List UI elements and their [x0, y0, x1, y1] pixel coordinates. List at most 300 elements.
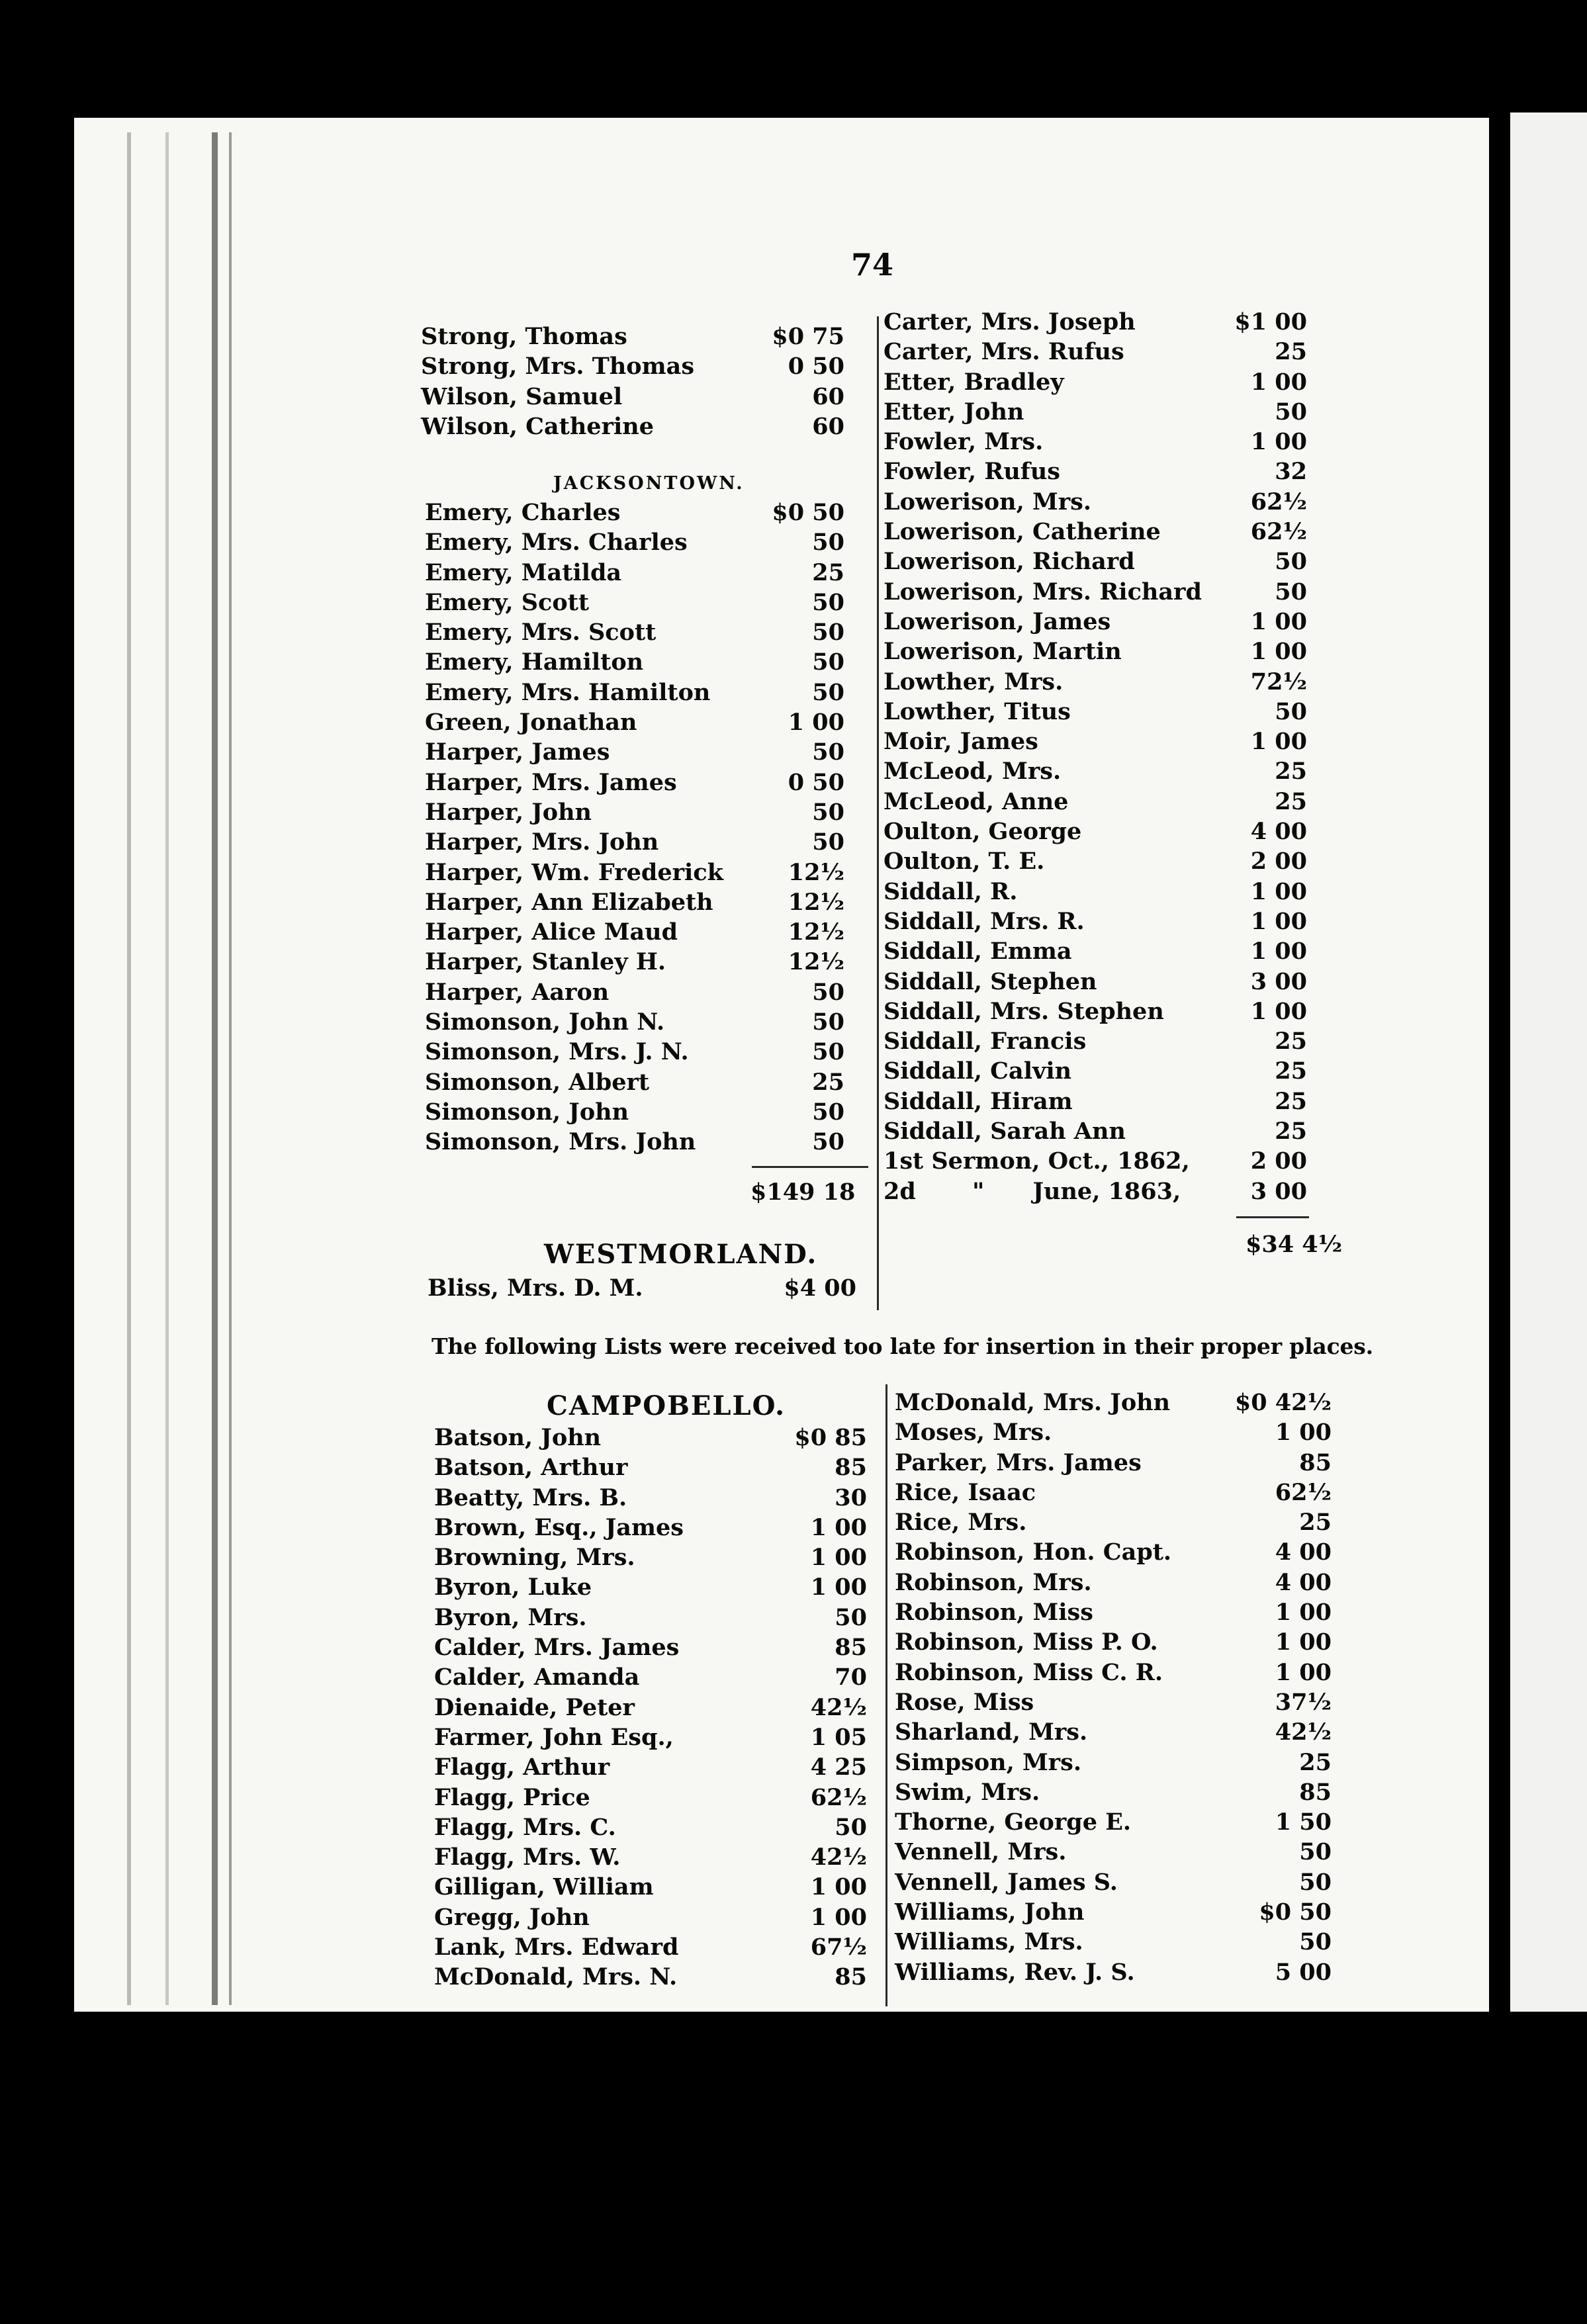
entry-amount: 2 00: [1250, 848, 1307, 875]
entry-amount: 62½: [1250, 518, 1307, 546]
entry-amount: $0 75: [772, 323, 844, 350]
adjacent-page-edge: [1510, 112, 1587, 2012]
entry-name: Siddall, R.: [884, 877, 1018, 905]
entry-amount: 25: [1275, 338, 1307, 366]
entry-name: McLeod, Anne: [884, 787, 1069, 815]
entry-amount: 50: [835, 1813, 867, 1841]
page-edge-shadow: [229, 132, 232, 2005]
list-item: [895, 1837, 1332, 1867]
entry-name: Strong, Mrs. Thomas: [421, 353, 695, 380]
entry-amount: 50: [812, 828, 844, 856]
entry-name: Lowerison, Mrs.: [884, 488, 1092, 515]
list-item: [884, 697, 1307, 727]
list-item: [895, 1717, 1332, 1747]
entry-name: Robinson, Miss: [895, 1599, 1093, 1627]
entry-name: Byron, Luke: [434, 1574, 592, 1601]
list-item: [884, 907, 1307, 936]
entry-amount: 4 00: [1250, 818, 1307, 846]
list-item: [895, 1748, 1332, 1777]
entry-name: Rose, Miss: [895, 1688, 1034, 1716]
entry-name: Gilligan, William: [434, 1873, 654, 1901]
entry-amount: 30: [835, 1484, 867, 1511]
entry-amount: 85: [1299, 1449, 1332, 1476]
entry-amount: 1 00: [1250, 938, 1307, 965]
entry-amount: 50: [1275, 578, 1307, 605]
entry-amount: 25: [1275, 1118, 1307, 1145]
list-item: [434, 1542, 867, 1572]
list-item: [434, 1603, 867, 1632]
list-item: [428, 1273, 856, 1303]
list-item: [425, 977, 844, 1007]
entry-amount: 50: [812, 738, 844, 766]
page-number: 74: [851, 247, 894, 283]
list-item: [895, 1627, 1332, 1657]
entry-name: Harper, Aaron: [425, 978, 610, 1006]
entry-name: Lowerison, Catherine: [884, 518, 1161, 546]
list-item: [425, 558, 844, 588]
entry-name: Emery, Scott: [425, 588, 590, 616]
entry-amount: 4 00: [1275, 1539, 1332, 1566]
list-item: [884, 547, 1307, 576]
entry-name: Lowerison, James: [884, 607, 1111, 635]
list-item: [884, 936, 1307, 966]
list-item: [895, 1388, 1332, 1417]
section-heading-westmorland: WESTMORLAND.: [544, 1239, 818, 1270]
entry-name: Harper, Mrs. James: [425, 768, 677, 796]
jacksontown-total: $149 18: [750, 1179, 856, 1206]
entry-amount: 1 00: [1250, 607, 1307, 635]
list-item: [434, 1783, 867, 1812]
entry-name: Vennell, Mrs.: [895, 1838, 1067, 1866]
entry-name: Wilson, Catherine: [421, 412, 655, 440]
entry-amount: 50: [1299, 1868, 1332, 1896]
entry-name: Green, Jonathan: [425, 709, 637, 737]
entry-name: 2d " June, 1863,: [884, 1177, 1181, 1205]
entry-amount: 25: [1299, 1509, 1332, 1537]
entry-amount: 25: [1299, 1748, 1332, 1776]
entry-name: Williams, Mrs.: [895, 1928, 1083, 1956]
right-top-total: $34 4½: [1246, 1231, 1343, 1258]
list-item: [425, 678, 844, 707]
entry-amount: 1 00: [1250, 428, 1307, 456]
list-item: [895, 1568, 1332, 1597]
entry-amount: 85: [835, 1963, 867, 1991]
entry-amount: 1 00: [1275, 1599, 1332, 1627]
entry-amount: 1 00: [1250, 368, 1307, 396]
entry-amount: 1 50: [1275, 1809, 1332, 1836]
entry-name: Siddall, Francis: [884, 1028, 1087, 1055]
entry-amount: 25: [812, 559, 844, 586]
page-edge-shadow: [165, 132, 169, 2005]
entry-name: Siddall, Mrs. Stephen: [884, 997, 1164, 1025]
list-item: [421, 351, 844, 381]
list-item: [434, 1423, 867, 1452]
entry-name: Byron, Mrs.: [434, 1603, 587, 1631]
list-item: [884, 877, 1307, 907]
list-item: [884, 487, 1307, 517]
entry-amount: 1 00: [810, 1903, 867, 1931]
entry-amount: 1 00: [1250, 907, 1307, 935]
entry-amount: 12½: [788, 888, 844, 916]
entry-name: Harper, John: [425, 798, 592, 826]
list-item: [884, 1087, 1307, 1116]
entry-amount: $0 85: [794, 1424, 867, 1451]
list-item: [425, 1127, 844, 1157]
entry-amount: 1 00: [1275, 1629, 1332, 1656]
list-item: [884, 756, 1307, 786]
list-item: [884, 1056, 1307, 1086]
right-top-list: [884, 307, 1307, 1206]
late-lists-notice: The following Lists were received too late for insertion in their proper places.: [431, 1333, 1373, 1359]
entry-name: Harper, Wm. Frederick: [425, 858, 723, 886]
list-item: [434, 1842, 867, 1872]
list-item: [884, 367, 1307, 397]
entry-amount: 67½: [810, 1934, 867, 1961]
entry-amount: 1 00: [1250, 638, 1307, 666]
campobello-left-list: [434, 1423, 867, 1992]
entry-amount: 50: [1275, 398, 1307, 425]
entry-amount: 2 00: [1250, 1147, 1307, 1175]
entry-name: Calder, Mrs. James: [434, 1634, 680, 1662]
list-item: [425, 887, 844, 917]
entry-name: Emery, Matilda: [425, 559, 622, 586]
entry-name: Vennell, James S.: [895, 1868, 1118, 1896]
entry-name: Harper, James: [425, 738, 610, 766]
entry-amount: 1 00: [1250, 728, 1307, 756]
list-item: [895, 1927, 1332, 1957]
entry-amount: 42½: [810, 1844, 867, 1871]
entry-name: Lowther, Mrs.: [884, 668, 1064, 695]
list-item: [884, 307, 1307, 337]
list-item: [425, 1067, 844, 1097]
column-divider: [877, 316, 879, 1310]
entry-amount: 50: [812, 978, 844, 1006]
list-item: [895, 1417, 1332, 1447]
entry-amount: 1 00: [1275, 1419, 1332, 1447]
list-item: [425, 588, 844, 617]
entry-amount: 62½: [1275, 1478, 1332, 1506]
left-top-list: [421, 322, 844, 441]
entry-name: 1st Sermon, Oct., 1862,: [884, 1147, 1190, 1175]
list-item: [425, 527, 844, 557]
list-item: [884, 1116, 1307, 1146]
list-item: [895, 1478, 1332, 1507]
list-item: [434, 1632, 867, 1662]
list-item: [425, 768, 844, 797]
list-item: [434, 1902, 867, 1932]
entry-name: Oulton, George: [884, 818, 1082, 846]
list-item: [884, 637, 1307, 666]
list-item: [425, 647, 844, 677]
list-item: [425, 947, 844, 977]
entry-name: Siddall, Calvin: [884, 1057, 1072, 1085]
entry-amount: 12½: [788, 948, 844, 976]
entry-amount: 1 05: [810, 1723, 867, 1751]
list-item: [425, 827, 844, 857]
list-item: [425, 1007, 844, 1037]
entry-amount: 1 00: [810, 1513, 867, 1541]
entry-amount: 50: [812, 678, 844, 706]
list-item: [425, 498, 844, 527]
entry-name: Harper, Ann Elizabeth: [425, 888, 713, 916]
entry-name: Beatty, Mrs. B.: [434, 1484, 627, 1511]
entry-amount: 50: [812, 1098, 844, 1126]
list-item: [434, 1962, 867, 1992]
entry-amount: 1 00: [1250, 877, 1307, 905]
list-item: [884, 607, 1307, 637]
list-item: [884, 997, 1307, 1026]
list-item: [884, 457, 1307, 486]
entry-name: Etter, Bradley: [884, 368, 1064, 396]
list-item: [421, 322, 844, 351]
entry-name: Moses, Mrs.: [895, 1419, 1052, 1447]
entry-name: Batson, John: [434, 1424, 602, 1451]
entry-name: Simonson, Albert: [425, 1068, 650, 1096]
list-item: [884, 846, 1307, 876]
entry-name: Etter, John: [884, 398, 1024, 425]
page-edge-shadow: [212, 132, 218, 2005]
list-item: [434, 1662, 867, 1692]
entry-name: Fowler, Rufus: [884, 458, 1060, 486]
entry-amount: 50: [812, 648, 844, 676]
entry-name: Lowther, Titus: [884, 697, 1071, 725]
list-item: [425, 858, 844, 887]
list-item: [895, 1448, 1332, 1478]
entry-name: Lank, Mrs. Edward: [434, 1934, 679, 1961]
entry-name: Emery, Mrs. Charles: [425, 529, 688, 557]
list-item: [884, 577, 1307, 607]
entry-name: Moir, James: [884, 728, 1038, 756]
entry-name: Siddall, Hiram: [884, 1087, 1073, 1115]
entry-amount: 37½: [1275, 1688, 1332, 1716]
list-item: [895, 1957, 1332, 1987]
entry-name: Emery, Mrs. Hamilton: [425, 678, 711, 706]
list-item: [884, 517, 1307, 547]
total-rule: [1236, 1216, 1309, 1218]
entry-name: Dienaide, Peter: [434, 1693, 635, 1721]
entry-amount: 4 25: [810, 1754, 867, 1781]
list-item: [434, 1513, 867, 1542]
entry-name: Emery, Mrs. Scott: [425, 619, 657, 647]
list-item: [895, 1597, 1332, 1627]
entry-name: Emery, Hamilton: [425, 648, 644, 676]
entry-amount: 3 00: [1250, 967, 1307, 995]
entry-amount: 3 00: [1250, 1177, 1307, 1205]
list-item: [884, 817, 1307, 846]
entry-name: Robinson, Hon. Capt.: [895, 1539, 1172, 1566]
entry-amount: 60: [812, 382, 844, 410]
list-item: [425, 1097, 844, 1127]
entry-name: Siddall, Emma: [884, 938, 1072, 965]
entry-name: McLeod, Mrs.: [884, 758, 1062, 785]
total-rule: [752, 1166, 868, 1168]
entry-amount: 50: [1299, 1928, 1332, 1956]
list-item: [884, 967, 1307, 997]
list-item: [425, 1037, 844, 1067]
column-divider: [885, 1384, 887, 2006]
entry-name: McDonald, Mrs. N.: [434, 1963, 678, 1991]
entry-amount: 50: [812, 1038, 844, 1066]
entry-name: Flagg, Price: [434, 1783, 590, 1811]
entry-amount: 1 00: [810, 1873, 867, 1901]
entry-name: Parker, Mrs. James: [895, 1449, 1142, 1476]
list-item: [421, 382, 844, 412]
entry-amount: 12½: [788, 858, 844, 886]
entry-amount: 1 00: [1275, 1658, 1332, 1686]
entry-amount: 85: [835, 1634, 867, 1662]
entry-amount: 50: [812, 1128, 844, 1156]
entry-name: Flagg, Mrs. W.: [434, 1844, 621, 1871]
entry-amount: 25: [1275, 1087, 1307, 1115]
entry-name: Farmer, John Esq.,: [434, 1723, 674, 1751]
entry-amount: 50: [1275, 697, 1307, 725]
list-item: [425, 617, 844, 647]
entry-name: Robinson, Miss C. R.: [895, 1658, 1163, 1686]
entry-amount: 70: [835, 1664, 867, 1691]
list-item: [884, 1177, 1307, 1206]
entry-amount: 62½: [810, 1783, 867, 1811]
list-item: [895, 1807, 1332, 1837]
entry-name: Bliss, Mrs. D. M.: [428, 1274, 643, 1302]
entry-name: Swim, Mrs.: [895, 1778, 1040, 1806]
entry-name: McDonald, Mrs. John: [895, 1389, 1171, 1416]
entry-amount: 72½: [1250, 668, 1307, 695]
entry-name: Carter, Mrs. Joseph: [884, 308, 1136, 335]
list-item: [434, 1752, 867, 1782]
entry-name: Flagg, Arthur: [434, 1754, 610, 1781]
entry-amount: 25: [1275, 1028, 1307, 1055]
list-item: [425, 917, 844, 947]
page-edge-shadow: [127, 132, 131, 2005]
entry-name: Sharland, Mrs.: [895, 1719, 1088, 1746]
entry-amount: 60: [812, 412, 844, 440]
entry-amount: $0 50: [772, 499, 844, 526]
entry-amount: 25: [812, 1068, 844, 1096]
entry-amount: 25: [1275, 787, 1307, 815]
entry-name: Rice, Isaac: [895, 1478, 1036, 1506]
list-item: [895, 1777, 1332, 1807]
entry-amount: 50: [835, 1603, 867, 1631]
entry-name: Calder, Amanda: [434, 1664, 640, 1691]
entry-amount: 50: [812, 529, 844, 557]
list-item: [895, 1507, 1332, 1537]
list-item: [895, 1897, 1332, 1927]
entry-amount: 42½: [1275, 1719, 1332, 1746]
list-item: [434, 1483, 867, 1513]
entry-name: Oulton, T. E.: [884, 848, 1045, 875]
entry-name: Thorne, George E.: [895, 1809, 1132, 1836]
list-item: [434, 1693, 867, 1722]
entry-amount: 62½: [1250, 488, 1307, 515]
entry-name: Simonson, Mrs. John: [425, 1128, 696, 1156]
list-item: [884, 787, 1307, 817]
section-heading-campobello: CAMPOBELLO.: [547, 1390, 786, 1421]
entry-name: Carter, Mrs. Rufus: [884, 338, 1124, 366]
entry-amount: 25: [1275, 1057, 1307, 1085]
entry-amount: $0 42½: [1234, 1389, 1332, 1416]
entry-name: Flagg, Mrs. C.: [434, 1813, 616, 1841]
list-item: [421, 412, 844, 441]
entry-name: Williams, John: [895, 1899, 1085, 1926]
entry-amount: 25: [1275, 758, 1307, 785]
list-item: [884, 1146, 1307, 1176]
entry-amount: 50: [812, 619, 844, 647]
entry-name: Lowerison, Richard: [884, 548, 1135, 576]
entry-amount: 85: [835, 1454, 867, 1482]
entry-name: Harper, Mrs. John: [425, 828, 659, 856]
entry-amount: 50: [1275, 548, 1307, 576]
entry-amount: 1 00: [810, 1574, 867, 1601]
entry-name: Simonson, John N.: [425, 1008, 665, 1036]
entry-name: Robinson, Mrs.: [895, 1568, 1092, 1596]
list-item: [884, 397, 1307, 427]
entry-name: Rice, Mrs.: [895, 1509, 1027, 1537]
list-item: [884, 337, 1307, 367]
entry-name: Simonson, Mrs. J. N.: [425, 1038, 689, 1066]
entry-name: Robinson, Miss P. O.: [895, 1629, 1158, 1656]
list-item: [895, 1867, 1332, 1897]
campobello-right-list: [895, 1388, 1332, 1987]
entry-amount: 50: [812, 798, 844, 826]
entry-amount: 50: [812, 1008, 844, 1036]
entry-amount: 5 00: [1275, 1958, 1332, 1986]
list-item: [425, 737, 844, 767]
entry-name: Wilson, Samuel: [421, 382, 623, 410]
entry-amount: 4 00: [1275, 1568, 1332, 1596]
westmorland-list: [428, 1273, 856, 1303]
list-item: [434, 1722, 867, 1752]
list-item: [884, 427, 1307, 457]
jacksontown-list: [425, 498, 844, 1157]
entry-amount: $0 50: [1259, 1899, 1332, 1926]
list-item: [425, 707, 844, 737]
entry-name: Siddall, Sarah Ann: [884, 1118, 1126, 1145]
list-item: [895, 1687, 1332, 1717]
entry-name: Gregg, John: [434, 1903, 590, 1931]
section-heading-jacksontown: JACKSONTOWN.: [553, 473, 745, 494]
list-item: [884, 727, 1307, 756]
entry-name: Batson, Arthur: [434, 1454, 628, 1482]
list-item: [434, 1872, 867, 1902]
entry-amount: 85: [1299, 1778, 1332, 1806]
entry-name: Lowerison, Mrs. Richard: [884, 578, 1202, 605]
entry-name: Browning, Mrs.: [434, 1544, 635, 1572]
list-item: [895, 1537, 1332, 1567]
entry-amount: 0 50: [788, 353, 844, 380]
entry-amount: 12½: [788, 918, 844, 946]
list-item: [895, 1658, 1332, 1687]
entry-name: Siddall, Stephen: [884, 967, 1097, 995]
entry-name: Simpson, Mrs.: [895, 1748, 1082, 1776]
entry-name: Siddall, Mrs. R.: [884, 907, 1085, 935]
entry-amount: 42½: [810, 1693, 867, 1721]
entry-amount: 0 50: [788, 768, 844, 796]
entry-amount: 1 00: [810, 1544, 867, 1572]
entry-name: Harper, Stanley H.: [425, 948, 666, 976]
list-item: [434, 1812, 867, 1842]
list-item: [434, 1932, 867, 1962]
entry-name: Brown, Esq., James: [434, 1513, 684, 1541]
entry-amount: 32: [1275, 458, 1307, 486]
entry-name: Lowerison, Martin: [884, 638, 1122, 666]
entry-name: Emery, Charles: [425, 499, 621, 526]
list-item: [434, 1452, 867, 1482]
list-item: [884, 667, 1307, 697]
entry-name: Strong, Thomas: [421, 323, 627, 350]
entry-name: Simonson, John: [425, 1098, 629, 1126]
list-item: [884, 1026, 1307, 1056]
entry-amount: 1 00: [788, 709, 844, 737]
